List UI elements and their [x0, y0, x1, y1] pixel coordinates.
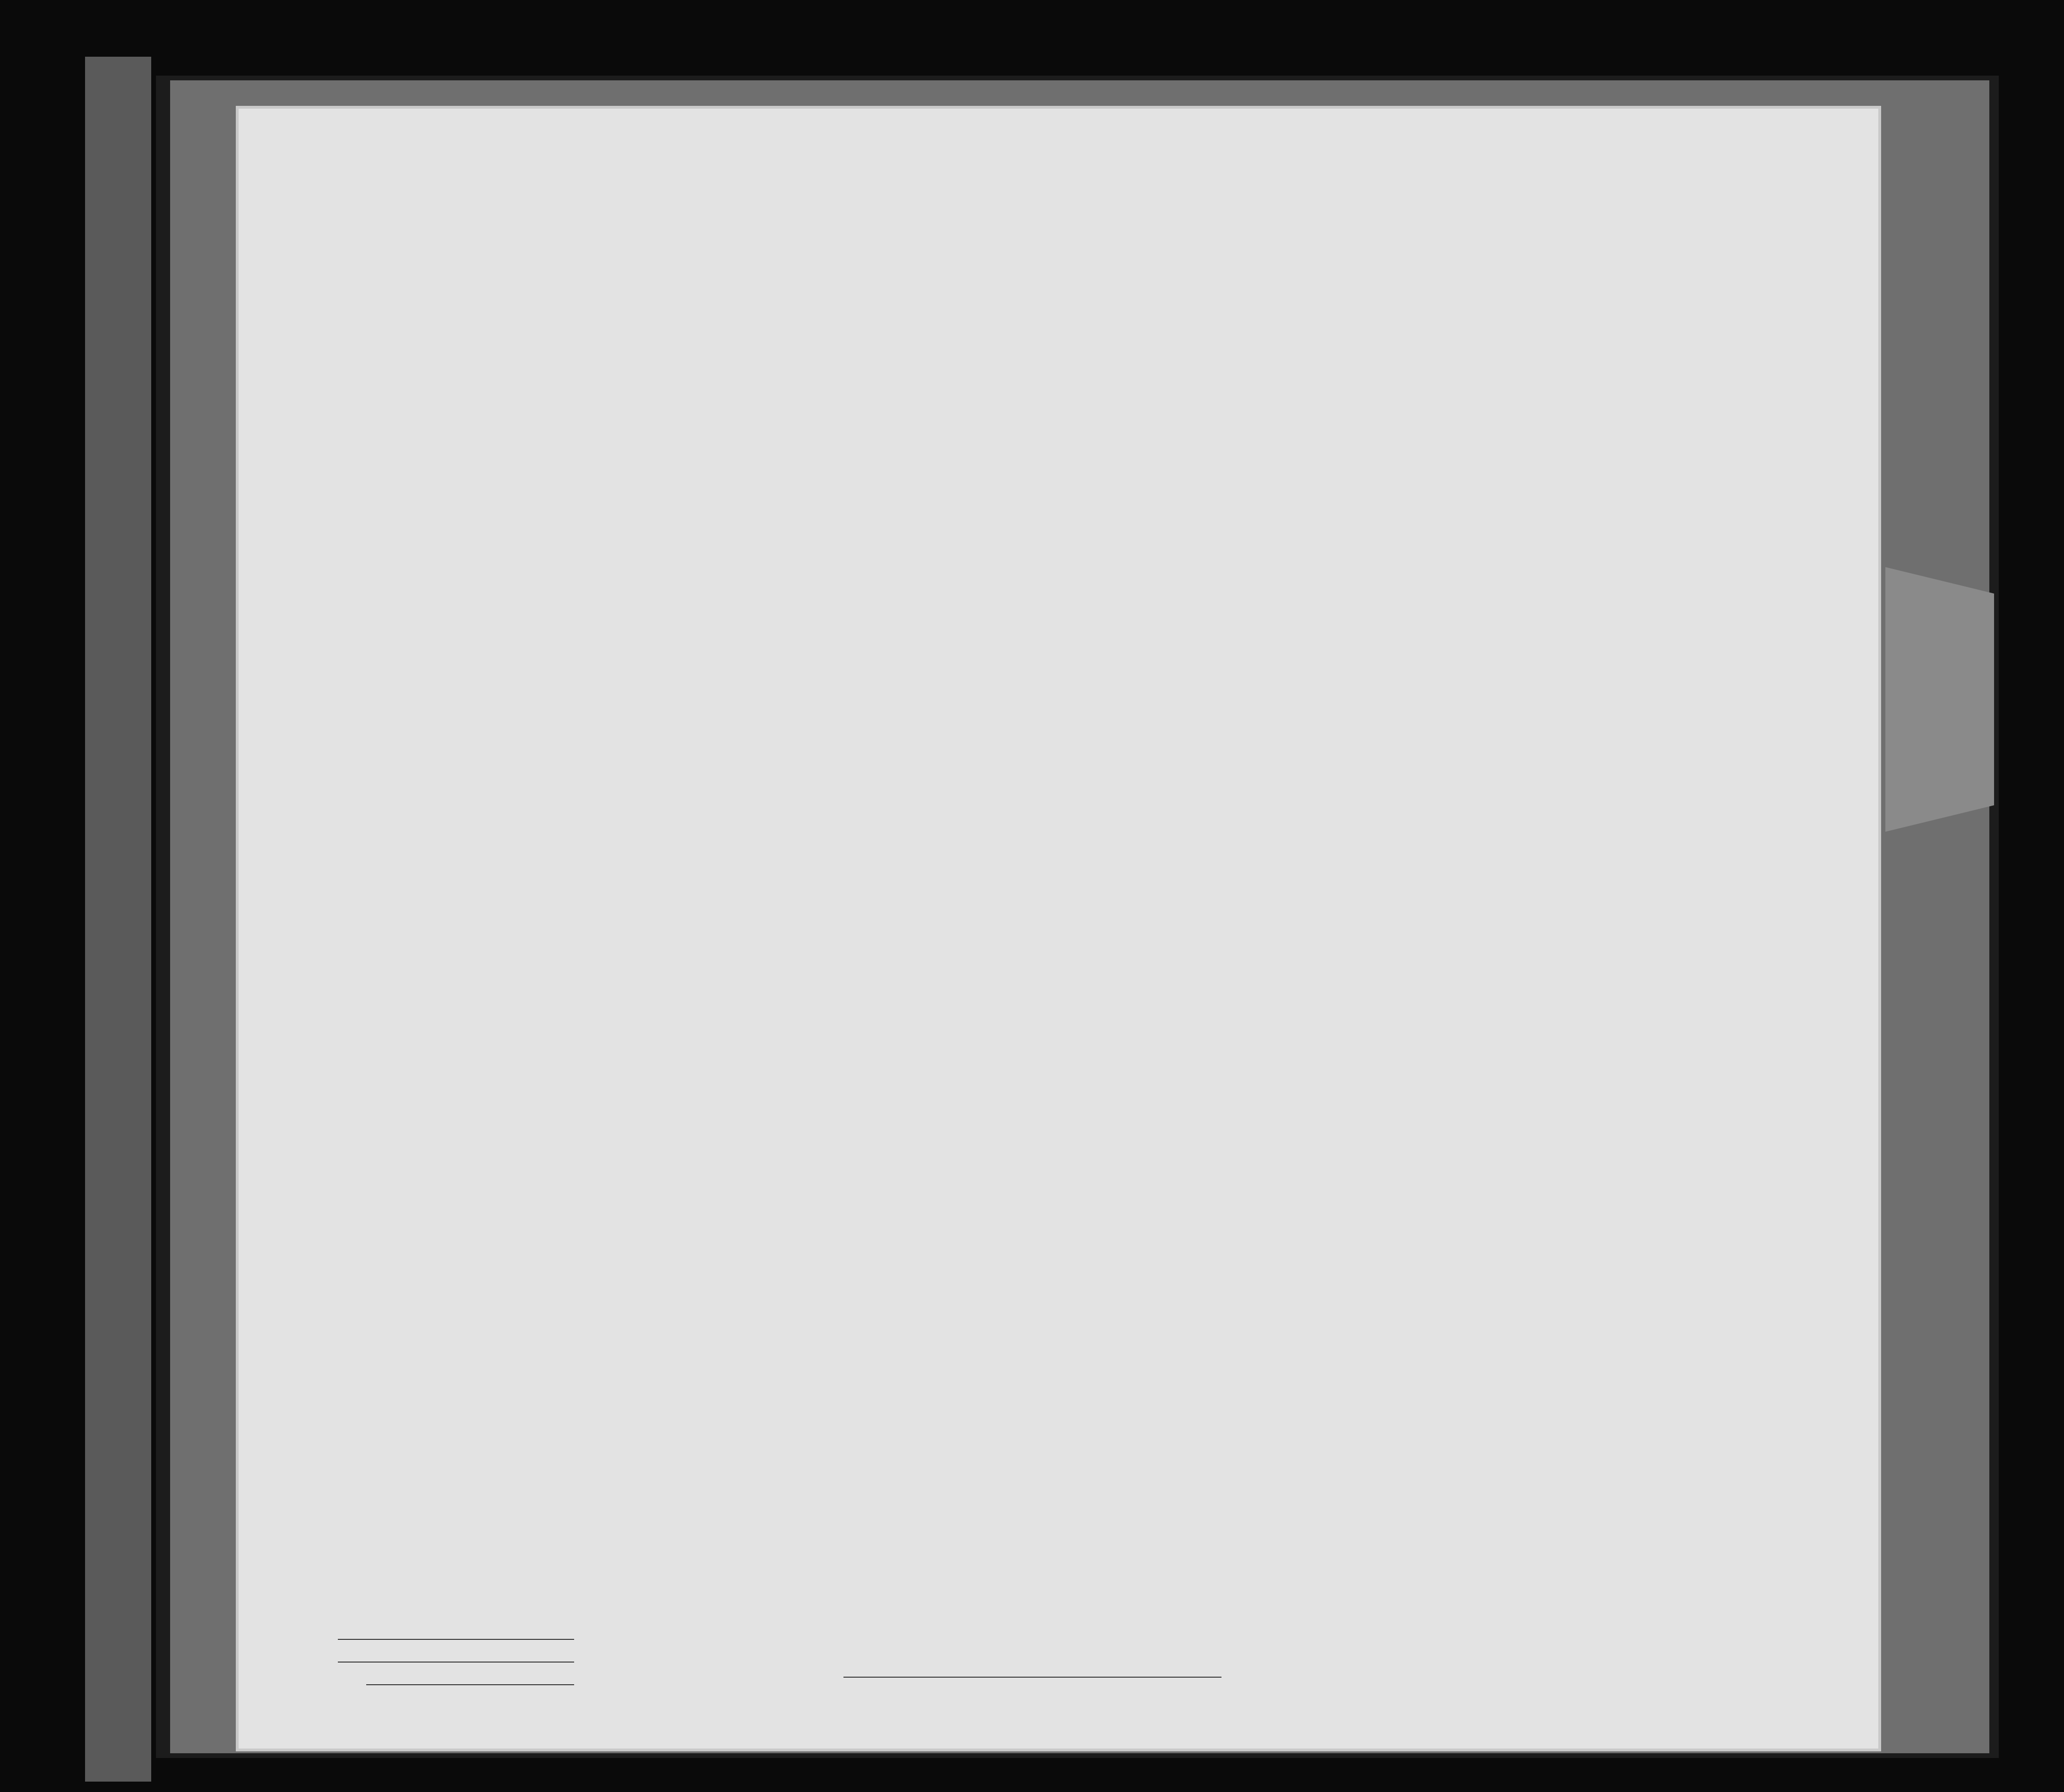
manifest-page — [239, 109, 1878, 1749]
footer-owners-rule — [338, 1662, 574, 1663]
ledger-spine — [85, 57, 151, 1782]
crew-table — [258, 336, 1864, 1611]
footer-agents-rule — [366, 1684, 574, 1685]
vessel-line — [267, 293, 1874, 317]
footer-line-rule — [338, 1639, 574, 1640]
signature-rule — [843, 1677, 1221, 1678]
ledger-tab — [1885, 567, 1994, 832]
